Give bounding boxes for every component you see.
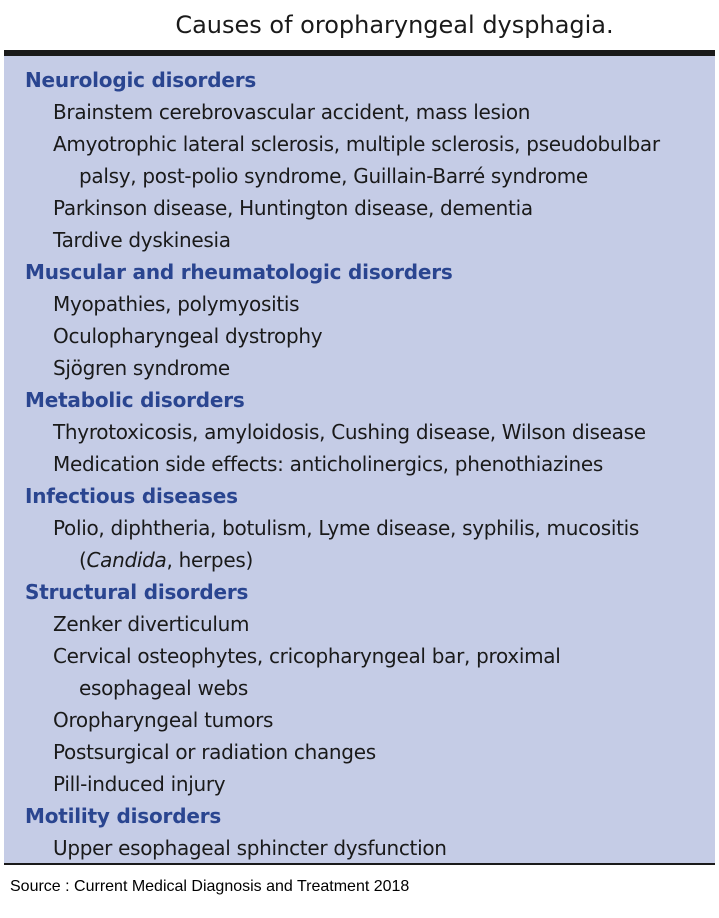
list-item: Parkinson disease, Huntington disease, dementia (53, 196, 533, 220)
list-item: Cervical osteophytes, cricopharyngeal bar, proximal esophageal webs (53, 644, 561, 700)
list-item: Tardive dyskinesia (53, 228, 231, 252)
list-item: Thyrotoxicosis, amyloidosis, Cushing disease, Wilson disease (53, 420, 646, 444)
category-heading-metabolic: Metabolic disorders (25, 388, 245, 412)
list-item: Brainstem cerebrovascular accident, mass lesion (53, 100, 531, 124)
causes-list (25, 64, 705, 864)
list-item: Postsurgical or radiation changes (53, 740, 376, 764)
category-heading-motility: Motility disorders (25, 804, 222, 828)
list-item: Oropharyngeal tumors (53, 708, 274, 732)
list-item: Myopathies, polymyositis (53, 292, 300, 316)
category-heading-neurologic: Neurologic disorders (25, 68, 257, 92)
list-item: Polio, diphtheria, botulism, Lyme disease, syphilis, mucositis (Candida, herpes) (53, 516, 640, 572)
source-citation: Source : Current Medical Diagnosis and Treatment 2018 (10, 878, 410, 895)
category-heading-structural: Structural disorders (25, 580, 249, 604)
list-item: Oculopharyngeal dystrophy (53, 324, 323, 348)
list-item: Upper esophageal sphincter dysfunction (53, 836, 447, 860)
list-item: Sjögren syndrome (53, 356, 230, 380)
list-item: Amyotrophic lateral sclerosis, multiple sclerosis, pseudobulbar palsy, post-polio syndrome, Guillain-Barré syndrome (53, 132, 660, 188)
category-heading-muscular: Muscular and rheumatologic disorders (25, 260, 453, 284)
table-title: Causes of oropharyngeal dysphagia. (175, 11, 614, 39)
list-item: Zenker diverticulum (53, 612, 250, 636)
list-item: Medication side effects: anticholinergics, phenothiazines (53, 452, 603, 476)
category-heading-infectious: Infectious diseases (25, 484, 238, 508)
causes-table (4, 56, 715, 865)
list-item: Pill-induced injury (53, 772, 226, 796)
